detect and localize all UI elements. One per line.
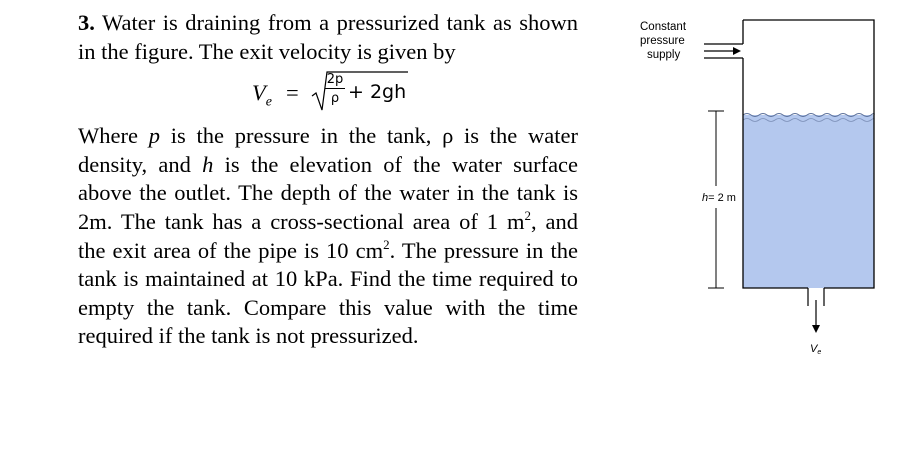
problem-body: [78, 122, 578, 351]
exit-sub-e: e: [817, 349, 822, 356]
formula-lhs: [252, 79, 272, 117]
formula-rest: + 2gh: [348, 81, 407, 104]
problem-statement: [78, 9, 578, 351]
formula-sub-e: e: [265, 94, 272, 110]
body-text-4: , and the exit area of the pipe is 10 cm: [78, 208, 578, 263]
tank-figure: [638, 10, 888, 370]
exit-arrow-head: [812, 325, 820, 333]
sup-cm2: 2: [383, 236, 390, 252]
var-h: h: [202, 151, 214, 177]
body-text-2: is the pressure in the tank, ρ is the water density, and: [78, 123, 579, 177]
depth-value: = 2 m: [708, 192, 736, 204]
formula-v: V: [252, 80, 266, 106]
fraction-numerator: 2p: [326, 72, 344, 88]
body-text-5: . The pressure in the tank is maintained at 10 kPa. Find the time required to empty the tank. Compare this value with the time required if the tank is not pressurized.: [78, 237, 578, 349]
supply-label-line3: supply: [647, 49, 681, 61]
supply-label-line1: Constant: [640, 21, 687, 33]
fraction-denominator: ρ: [330, 91, 340, 107]
formula-fraction: [325, 72, 345, 106]
supply-arrow-head: [733, 47, 741, 55]
depth-label: [702, 192, 736, 204]
problem-number: 3.: [78, 10, 95, 35]
depth-var: h: [702, 192, 709, 204]
exit-velocity-label: [810, 343, 821, 356]
var-p: p: [148, 123, 160, 149]
body-text-1: Where: [78, 123, 138, 149]
exit-velocity-formula: [78, 66, 578, 122]
problem-intro: [78, 9, 578, 66]
formula-equals: =: [286, 80, 299, 106]
intro-text: Water is draining from a pressurized tank as shown in the figure. The exit velocity is given by: [78, 10, 579, 64]
body-text-3: is the elevation of the water surface above the outlet. The depth of the water in the tank is 2m. The tank has a cross-sectional area of 1 m: [78, 151, 579, 234]
water-body: [743, 115, 874, 288]
exit-v: V: [810, 343, 818, 355]
sup-m2: 2: [524, 207, 531, 223]
supply-label-line2: pressure: [640, 35, 685, 47]
